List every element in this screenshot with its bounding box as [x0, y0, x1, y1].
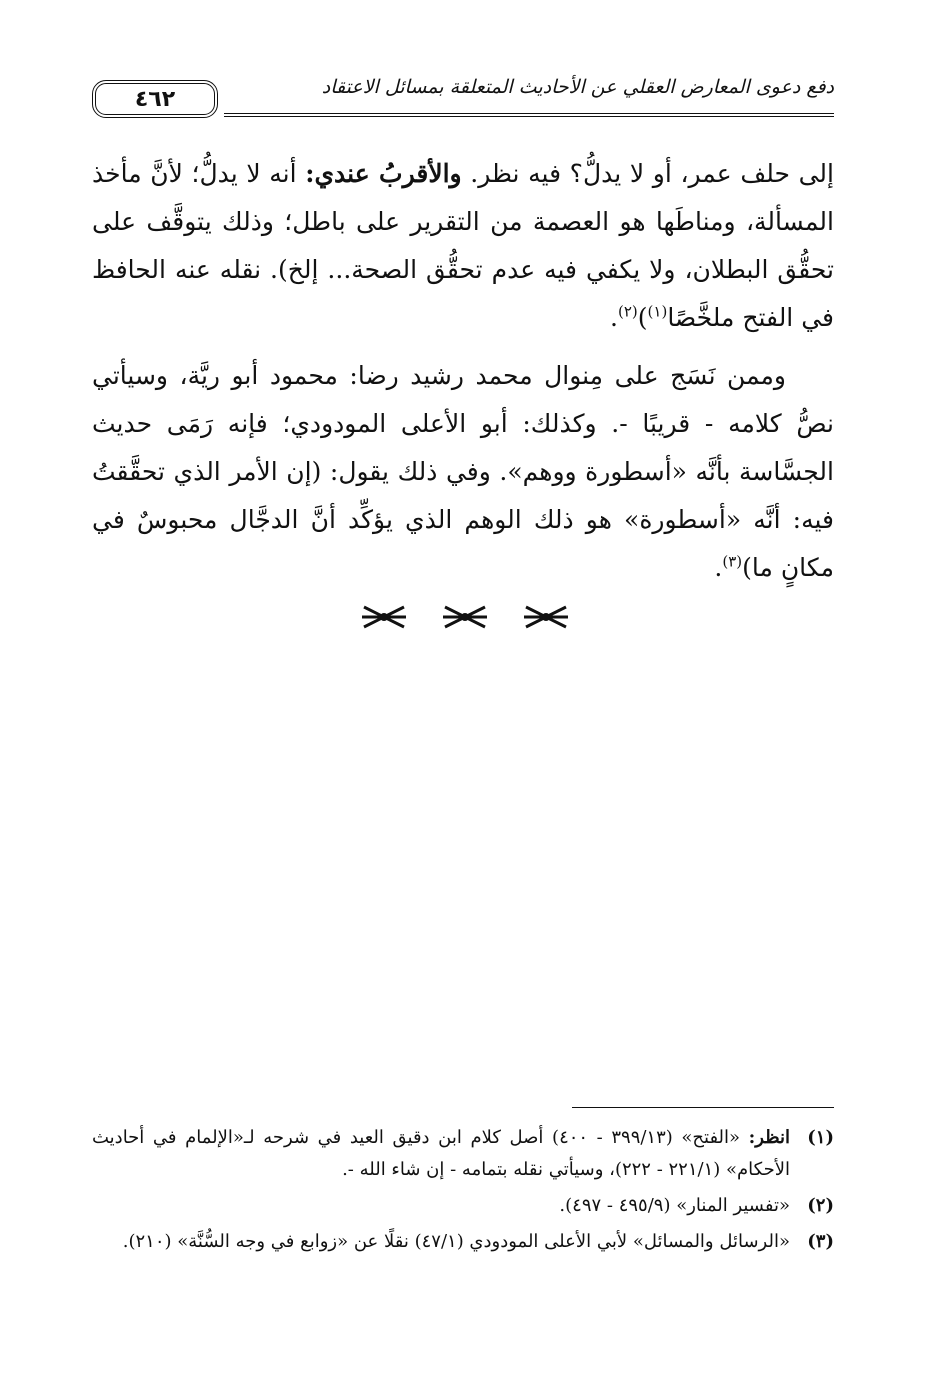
main-text — [92, 150, 834, 602]
paragraph-1 — [92, 150, 834, 342]
paragraph-2 — [92, 352, 834, 592]
footnote-body: «الفتح» (٣٩٩/١٣ - ٤٠٠) أصل كلام ابن دقيق العيد في شرحه لـ«الإلمام في أحاديث الأحكام» (٢٢١/١ - ٢٢٢)، وسيأتي نقله بتمامه - إن شاء الله -. — [92, 1127, 790, 1180]
page-number: ٤٦٢ — [134, 86, 176, 112]
footnote-separator — [572, 1107, 834, 1108]
section-ornament — [360, 600, 570, 634]
text-run: أنه لا يدلُّ؛ لأنَّ مأخذ المسألة، ومناطَها هو العصمة من التقرير على باطل؛ وذلك يتوقَّف على تحقُّق البطلان، ولا يكفي فيه عدم تحقُّق الصحة... إلخ). نقله عنه الحافظ في الفتح ملخَّصًا — [92, 159, 834, 332]
footnote-ref-2[interactable]: (٢) — [617, 302, 638, 321]
footnote-label: انظر: — [748, 1127, 791, 1148]
decorative-star-icon — [360, 603, 408, 631]
text-run: . — [714, 553, 723, 582]
footnote-text: «تفسير المنار» (٤٩٥/٩ - ٤٩٧). — [559, 1195, 790, 1216]
text-run: ) — [637, 303, 648, 332]
decorative-star-icon — [441, 603, 489, 631]
text-run: وممن نَسَج على مِنوال محمد رشيد رضا: محمود أبو ريَّة، وسيأتي نصُّ كلامه - قريبًا -. وكذلك: أبو الأعلى المودودي؛ فإنه رَمَى حديث الجسَّاسة بأنَّه «أسطورة ووهم». وفي ذلك يقول: (إن الأمر الذي تحقَّقتُ فيه: أنَّه «أسطورة» هو ذلك الوهم الذي يؤكِّد أنَّ الدجَّال محبوسٌ في مكانٍ ما) — [92, 361, 834, 582]
footnote-text: «الرسائل والمسائل» لأبي الأعلى المودودي (٤٧/١) نقلًا عن «زوابع في وجه السُّنَّة» (٢١٠). — [122, 1231, 790, 1252]
footnote-3 — [92, 1226, 834, 1258]
page-number-frame — [92, 80, 218, 118]
header-rule — [224, 113, 834, 117]
footnotes — [92, 1122, 834, 1262]
footnote-number: (٣) — [807, 1231, 834, 1252]
text-run: إلى حلف عمر، أو لا يدلُّ؟ فيه نظر. — [461, 159, 834, 188]
footnote-number: (١) — [807, 1127, 834, 1148]
footnote-2 — [92, 1190, 834, 1222]
footnote-number: (٢) — [807, 1195, 834, 1216]
book-title: دفع دعوى المعارض العقلي عن الأحاديث المتعلقة بمسائل الاعتقاد — [321, 76, 834, 98]
footnote-1 — [92, 1122, 834, 1186]
running-header — [92, 70, 834, 130]
decorative-star-icon — [522, 603, 570, 631]
text-run: . — [610, 303, 618, 332]
footnote-ref-1[interactable]: (١) — [647, 302, 668, 321]
bold-phrase: والأقربُ عندي: — [305, 159, 462, 188]
footnote-text — [92, 1122, 790, 1186]
footnote-ref-3[interactable]: (٣) — [722, 552, 743, 571]
